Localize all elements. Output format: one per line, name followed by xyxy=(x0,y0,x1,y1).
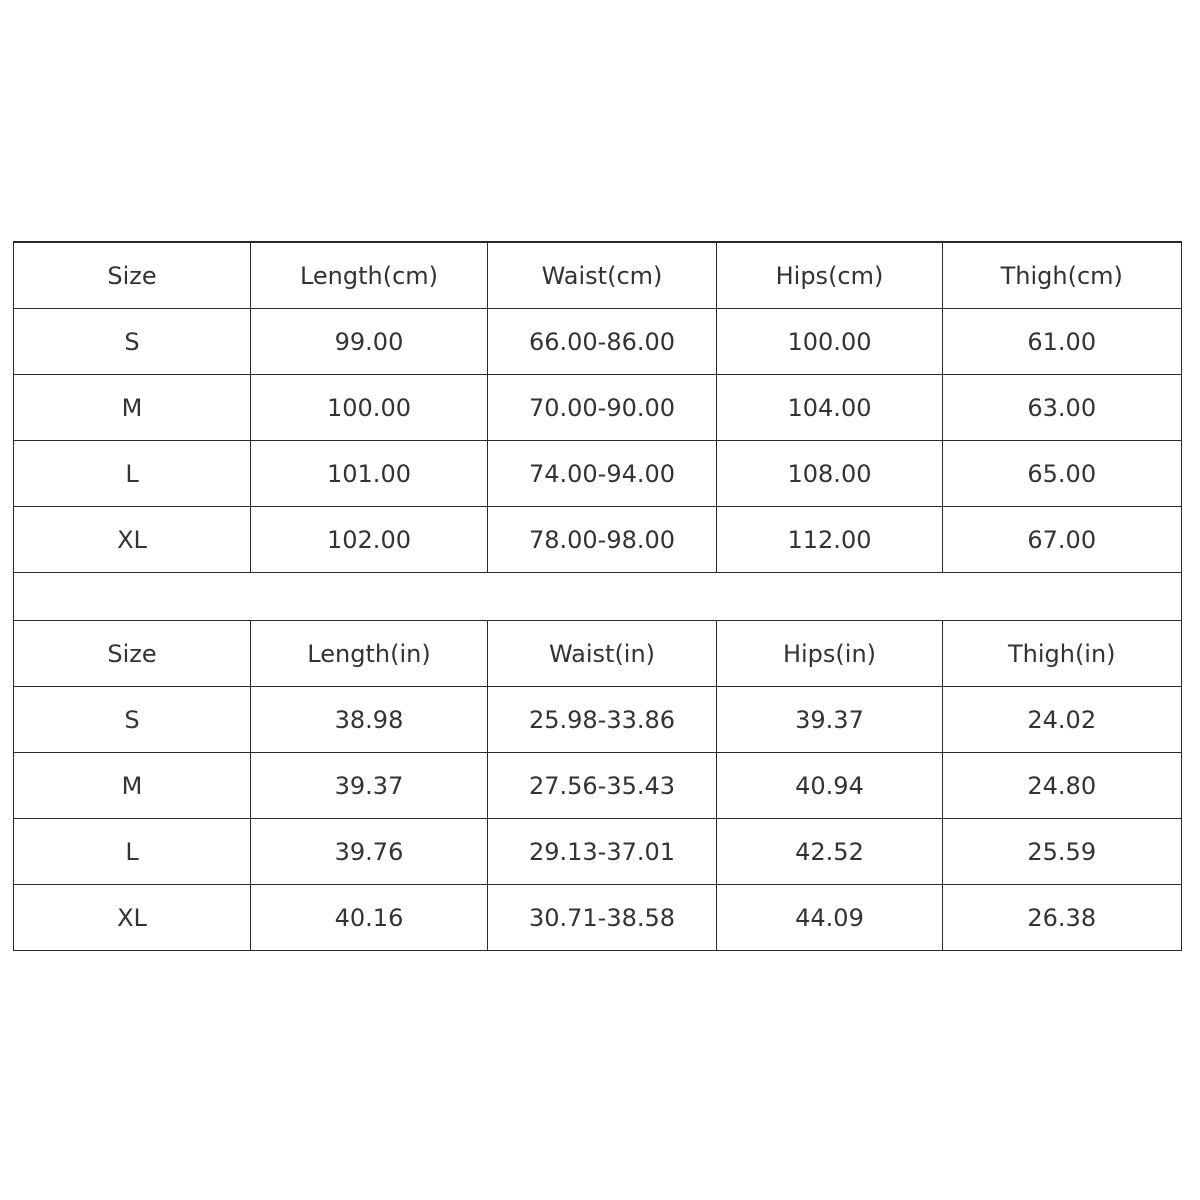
hips-cell: 108.00 xyxy=(717,441,943,507)
waist-cell: 74.00-94.00 xyxy=(488,441,717,507)
thigh-cell: 67.00 xyxy=(943,507,1182,573)
size-cell: L xyxy=(14,819,251,885)
waist-cell: 25.98-33.86 xyxy=(488,687,717,753)
length-header: Length(in) xyxy=(251,621,488,687)
hips-cell: 39.37 xyxy=(717,687,943,753)
length-cell: 101.00 xyxy=(251,441,488,507)
waist-cell: 78.00-98.00 xyxy=(488,507,717,573)
size-cell: S xyxy=(14,687,251,753)
length-cell: 102.00 xyxy=(251,507,488,573)
waist-cell: 27.56-35.43 xyxy=(488,753,717,819)
hips-header: Hips(cm) xyxy=(717,243,943,309)
size-cell: XL xyxy=(14,885,251,951)
in-row-xl xyxy=(14,885,1182,951)
size-header: Size xyxy=(14,621,251,687)
hips-cell: 100.00 xyxy=(717,309,943,375)
in-row-s xyxy=(14,687,1182,753)
length-cell: 99.00 xyxy=(251,309,488,375)
waist-cell: 30.71-38.58 xyxy=(488,885,717,951)
cm-row-s xyxy=(14,309,1182,375)
cm-row-l xyxy=(14,441,1182,507)
thigh-header: Thigh(cm) xyxy=(943,243,1182,309)
thigh-header: Thigh(in) xyxy=(943,621,1182,687)
waist-cell: 70.00-90.00 xyxy=(488,375,717,441)
length-header: Length(cm) xyxy=(251,243,488,309)
length-cell: 39.76 xyxy=(251,819,488,885)
thigh-cell: 24.02 xyxy=(943,687,1182,753)
waist-header: Waist(cm) xyxy=(488,243,717,309)
in-header-row xyxy=(14,621,1182,687)
cm-row-m xyxy=(14,375,1182,441)
in-row-m xyxy=(14,753,1182,819)
hips-header: Hips(in) xyxy=(717,621,943,687)
size-cell: L xyxy=(14,441,251,507)
size-header: Size xyxy=(14,243,251,309)
thigh-cell: 63.00 xyxy=(943,375,1182,441)
size-cell: XL xyxy=(14,507,251,573)
hips-cell: 104.00 xyxy=(717,375,943,441)
hips-cell: 42.52 xyxy=(717,819,943,885)
hips-cell: 112.00 xyxy=(717,507,943,573)
waist-header: Waist(in) xyxy=(488,621,717,687)
cm-header-row xyxy=(14,243,1182,309)
table-spacer-row xyxy=(14,573,1182,621)
waist-cell: 29.13-37.01 xyxy=(488,819,717,885)
cm-row-xl xyxy=(14,507,1182,573)
spacer-cell xyxy=(14,573,1182,621)
thigh-cell: 25.59 xyxy=(943,819,1182,885)
thigh-cell: 26.38 xyxy=(943,885,1182,951)
thigh-cell: 65.00 xyxy=(943,441,1182,507)
hips-cell: 44.09 xyxy=(717,885,943,951)
hips-cell: 40.94 xyxy=(717,753,943,819)
thigh-cell: 61.00 xyxy=(943,309,1182,375)
waist-cell: 66.00-86.00 xyxy=(488,309,717,375)
in-row-l xyxy=(14,819,1182,885)
length-cell: 39.37 xyxy=(251,753,488,819)
length-cell: 40.16 xyxy=(251,885,488,951)
size-cell: S xyxy=(14,309,251,375)
length-cell: 100.00 xyxy=(251,375,488,441)
size-cell: M xyxy=(14,753,251,819)
thigh-cell: 24.80 xyxy=(943,753,1182,819)
size-cell: M xyxy=(14,375,251,441)
size-chart-table xyxy=(13,241,1182,951)
length-cell: 38.98 xyxy=(251,687,488,753)
